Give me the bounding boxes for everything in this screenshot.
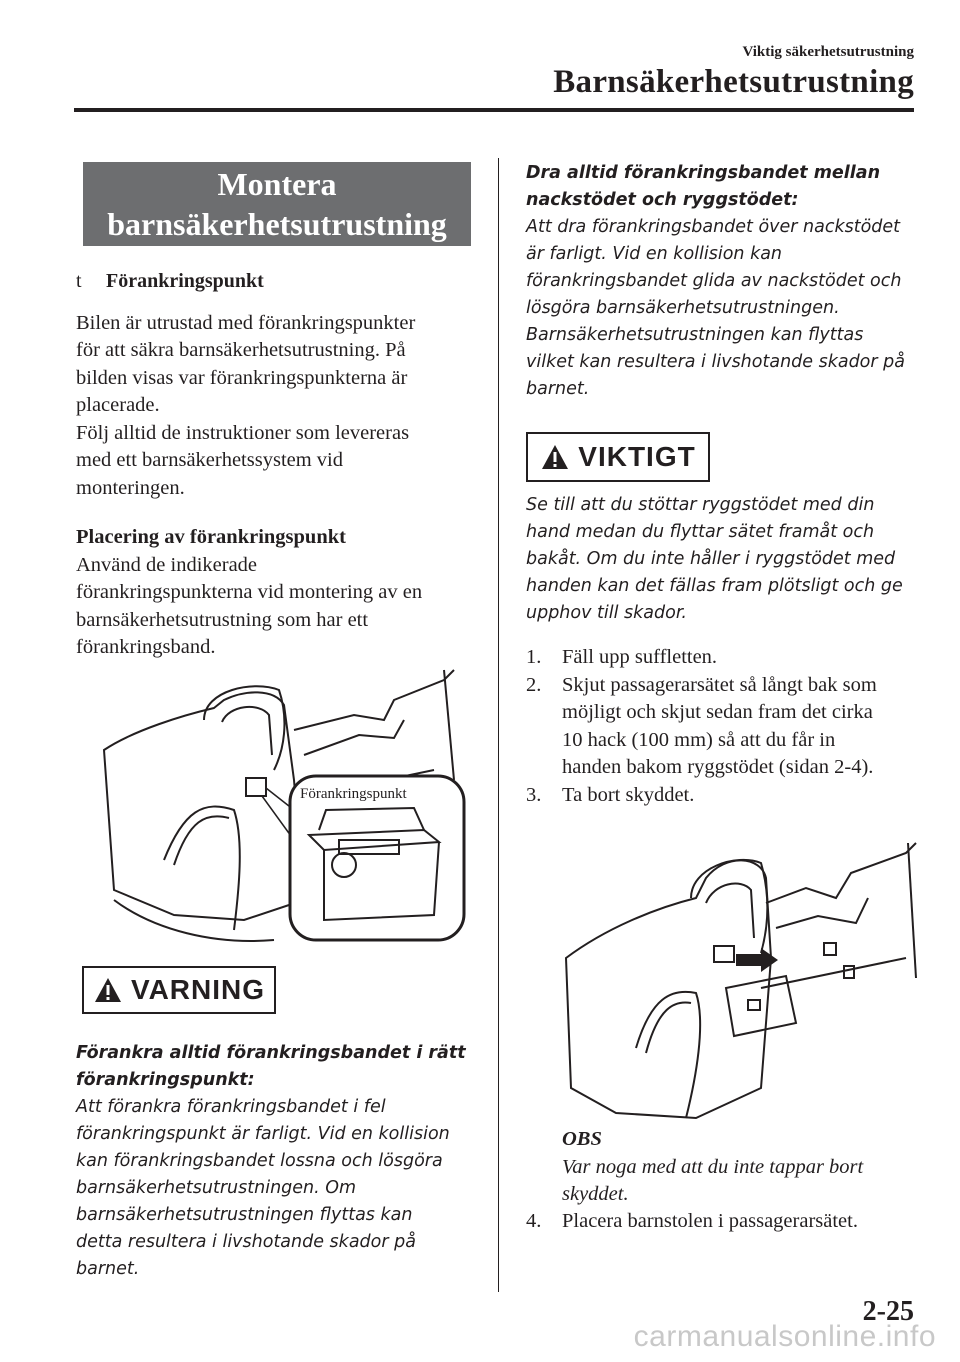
- caution-body-line: upphov till skador.: [526, 603, 687, 623]
- step-item: [526, 1208, 926, 1236]
- seat-cover-illustration: [556, 828, 920, 1124]
- warning-label-box: [82, 966, 276, 1014]
- left-column: [76, 268, 476, 662]
- step-number: 3.: [526, 783, 542, 806]
- warning-body-line: barnsäkerhetsutrustningen flyttas kan: [76, 1205, 413, 1225]
- warning-body-line: barnsäkerhetsutrustningen. Om: [76, 1178, 357, 1198]
- caution-label: VIKTIGT: [578, 441, 696, 472]
- caution-triangle-icon: [540, 443, 570, 471]
- caution-body-line: handen kan det fällas fram plötsligt och ge: [526, 576, 903, 596]
- placement-subheading: Placering av förankringspunkt: [76, 526, 346, 548]
- text-line: förankringsband.: [76, 636, 216, 658]
- text-line: barnsäkerhetsutrustning som har ett: [76, 608, 369, 631]
- step-text: 10 hack (100 mm) så att du får in: [562, 728, 836, 751]
- step-text: Ta bort skyddet.: [562, 783, 695, 806]
- caution-body-line: hand medan du flyttar sätet framåt och: [526, 522, 875, 542]
- warning-body-line: barnet.: [76, 1259, 140, 1279]
- text-line: Bilen är utrustad med förankringspunkter: [76, 311, 416, 334]
- text-line: förankringspunkterna vid montering av en: [76, 581, 423, 603]
- step-item: [526, 644, 926, 672]
- note-heading: OBS: [562, 1128, 602, 1150]
- anchor-point-callout: Förankringspunkt: [300, 786, 407, 802]
- warning-heading-line: Förankra alltid förankringsbandet i rätt: [76, 1043, 466, 1063]
- subsection-heading-text: Förankringspunkt: [106, 270, 264, 292]
- note-text-line: Var noga med att du inte tappar bort: [562, 1155, 864, 1178]
- chapter-title: Barnsäkerhetsutrustning: [553, 64, 914, 100]
- warning-body-line: Att förankra förankringsbandet i fel: [76, 1097, 386, 1117]
- section-title-box: [83, 162, 471, 246]
- step-number: 2.: [526, 673, 542, 696]
- remove-cover-figure: [556, 828, 920, 1124]
- placement-paragraph: [76, 552, 476, 662]
- section-title-line1: Montera: [217, 166, 337, 202]
- caution-body-line: Se till att du stöttar ryggstödet med din: [526, 495, 875, 515]
- warning-heading-line: förankringspunkt:: [76, 1070, 255, 1090]
- note-block: [562, 1126, 922, 1209]
- section-header: Viktig säkerhetsutrustning: [742, 44, 914, 60]
- note-text-line: skyddet.: [562, 1183, 629, 1205]
- warning-body-line: kan förankringsbandet lossna och lösgöra: [76, 1151, 443, 1171]
- steps-list: [526, 644, 926, 809]
- text-line: Följ alltid de instruktioner som levereras: [76, 421, 410, 444]
- anchor-point-figure: [94, 660, 466, 950]
- step-item-4: [526, 1208, 926, 1236]
- step-text: Skjut passagerarsätet så långt bak som: [562, 673, 877, 696]
- tether-warning-body-line: är farligt. Vid en kollision kan: [526, 244, 783, 264]
- section-title-line2: barnsäkerhetsutrustning: [107, 206, 447, 242]
- tether-warning-body-line: Att dra förankringsbandet över nackstödet: [526, 217, 901, 237]
- warning-body-line: förankringspunkt är farligt. Vid en kollision: [76, 1124, 450, 1144]
- step-text: Placera barnstolen i passagerarsätet.: [562, 1210, 858, 1232]
- caution-label-box: [526, 432, 710, 482]
- subsection-heading: [76, 268, 476, 296]
- warning-label: VARNING: [130, 974, 266, 1005]
- tether-warning-body-line: vilket kan resultera i livshotande skador på: [526, 352, 905, 372]
- page-number: 2-25: [862, 1296, 914, 1327]
- tether-warning-body-line: förankringsbandet glida av nackstödet och: [526, 271, 902, 291]
- step-text: Fäll upp suffletten.: [562, 646, 718, 668]
- tether-warning-body-line: barnet.: [526, 379, 590, 399]
- step-number: 4.: [526, 1210, 542, 1232]
- tether-warning-heading-line: Dra alltid förankringsbandet mellan: [526, 163, 881, 183]
- step-item: [526, 672, 926, 782]
- bullet-marker: t: [76, 270, 82, 292]
- header-rule: [74, 108, 914, 112]
- caution-text: [526, 492, 926, 627]
- warning-triangle-icon: [93, 976, 123, 1004]
- step-text: möjligt och skjut sedan fram det cirka: [562, 701, 873, 723]
- tether-warning-body-line: Barnsäkerhetsutrustningen kan flyttas: [526, 325, 864, 345]
- step-text: handen bakom ryggstödet (sidan 2-4).: [562, 756, 874, 778]
- tether-warning-heading-line: nackstödet och ryggstödet:: [526, 190, 799, 210]
- tether-warning-text: [526, 160, 926, 403]
- site-watermark: carmanualsonline.info: [633, 1320, 936, 1353]
- text-line: monteringen.: [76, 476, 185, 499]
- seat-illustration: [94, 660, 466, 950]
- text-line: för att säkra barnsäkerhetsutrustning. På: [76, 339, 406, 361]
- step-number: 1.: [526, 646, 542, 668]
- tether-warning-body-line: lösgöra barnsäkerhetsutrustningen.: [526, 298, 840, 318]
- text-line: med ett barnsäkerhetssystem vid: [76, 449, 344, 471]
- warning-body-line: detta resultera i livshotande skador på: [76, 1232, 416, 1252]
- column-divider: [498, 158, 499, 1292]
- text-line: bilden visas var förankringspunkterna är: [76, 366, 408, 389]
- warning-text: [76, 1040, 486, 1283]
- text-line: placerade.: [76, 394, 160, 416]
- caution-body-line: bakåt. Om du inte håller i ryggstödet med: [526, 549, 896, 569]
- intro-paragraph: [76, 310, 476, 503]
- text-line: Använd de indikerade: [76, 553, 258, 576]
- step-item: [526, 782, 926, 810]
